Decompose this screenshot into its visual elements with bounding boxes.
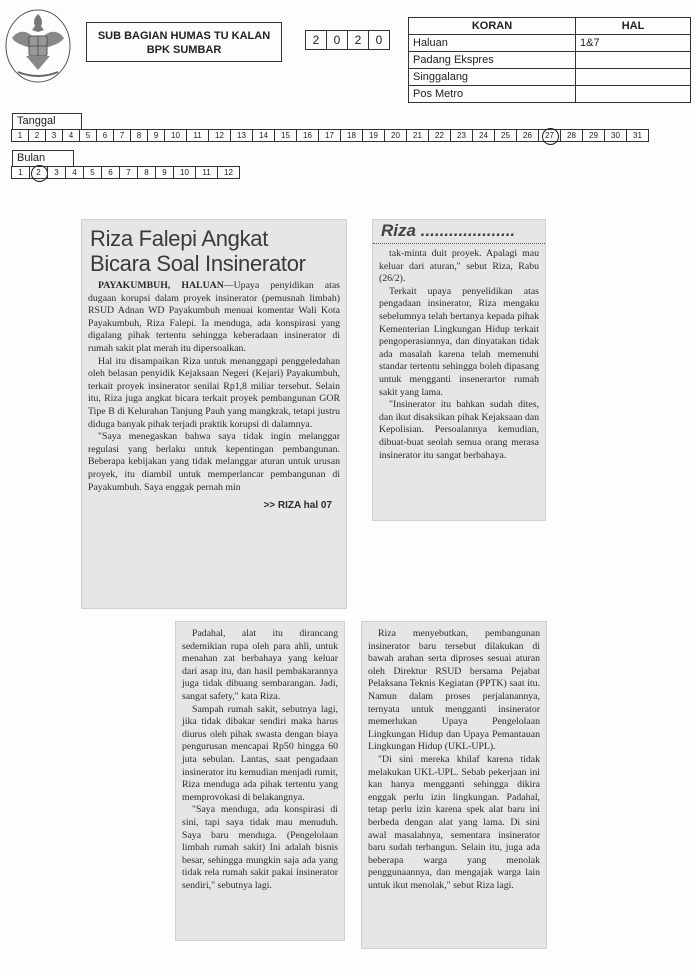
year-digit: 2 (305, 30, 327, 50)
tanggal-day-cell: 1 (11, 129, 29, 142)
tanggal-day-cell: 20 (384, 129, 407, 142)
paragraph: —Upaya penyidikan atas dugaan korupsi dalam proyek insinerator (pemusnah limbah) RSUD Adnan WD Payakumbuh menuai komentar Wali Kota Payakumbuh, Riza Falepi. Ia menduga, ada konspirasi yang digalang pihak tertentu sehingga keberadaan insinerator di rumah sakit plat merah itu dipersoalkan. (88, 280, 340, 354)
bulan-month-cell: 4 (65, 166, 84, 179)
bulan-month-cell: 12 (217, 166, 240, 179)
tanggal-day-cell: 22 (428, 129, 451, 142)
tanggal-day-cell: 8 (130, 129, 148, 142)
paragraph: "Di sini mereka khilaf karena tidak melakukan UKL-UPL. Sebab pekerjaan ini kan hanya mengganti sehingga dikira enggak perlu izin lingkungan. Padahal, tetap perlu izin karena spek alat baru ini berbeda dengan alat yang lama. Di sini awal masalahnya, sementara insinerator baru sudah terbangun. Selain itu, juga ada beberapa warga yang menolak penggunaannya, dan mengajak warga lain untuk ikut menolak," sebut Riza lagi. (368, 753, 540, 891)
tanggal-day-cell: 21 (406, 129, 429, 142)
newspaper-page: 1&7 (576, 35, 691, 52)
newspaper-name: Padang Ekspres (409, 52, 576, 69)
tanggal-day-cell: 25 (494, 129, 517, 142)
bulan-label: Bulan (12, 150, 74, 166)
bulan-month-cell: 1 (11, 166, 30, 179)
newspaper-page (576, 52, 691, 69)
tanggal-day-cell: 5 (79, 129, 97, 142)
article-body (176, 628, 344, 892)
paragraph: "Saya menegaskan bahwa saya tidak ingin melanggar regulasi yang berlaku untuk kepentingan pembangunan. Beberapa kebijakan yang tidak melanggar aturan untuk urusan proyek, itu diambil untuk memperlancar pembangunan di Payakumbuh. Saya enggak pernah min (88, 431, 340, 493)
tanggal-day-cell: 19 (362, 129, 385, 142)
clipping-main-article (82, 220, 346, 608)
tanggal-day-cell: 13 (230, 129, 253, 142)
tanggal-day-cell: 4 (62, 129, 80, 142)
newspaper-name: Haluan (409, 35, 576, 52)
article-body (362, 628, 546, 892)
tanggal-day-cell: 23 (450, 129, 473, 142)
tanggal-day-cell: 24 (472, 129, 495, 142)
clipping-continuation-3 (362, 622, 546, 948)
tanggal-label: Tanggal (12, 113, 82, 129)
year-digit: 0 (326, 30, 348, 50)
bulan-month-cell: 8 (137, 166, 156, 179)
tanggal-day-cell: 12 (208, 129, 231, 142)
tanggal-day-cell: 30 (604, 129, 627, 142)
table-row (409, 52, 691, 69)
bulan-section (12, 150, 240, 179)
bulan-month-cell: 6 (101, 166, 120, 179)
tanggal-day-cell: 29 (582, 129, 605, 142)
table-row (409, 86, 691, 103)
newspaper-name: Singgalang (409, 69, 576, 86)
paragraph: tak-minta duit proyek. Apalagi mau keluar dari aturan," sebut Riza, Rabu (26/2). (379, 248, 539, 285)
newspaper-table-header (409, 18, 691, 35)
article-headline (82, 220, 346, 280)
paragraph: "Insinerator itu bahkan sudah dites, dan ikut disaksikan pihak Kejaksaan dan Kepolisian. Persoalannya kemudian, dibuat-buat seolah semua orang merasa insinerator itu sangat berbahaya. (379, 399, 539, 461)
dateline: PAYAKUMBUH, HALUAN (98, 280, 224, 291)
clipping-continuation-1 (373, 220, 545, 520)
paragraph: Sampah rumah sakit, sebutnya lagi, jika tidak dibakar sendiri maka harus diurus oleh pihak swasta dengan biaya pengurusan mencapai Rp50 hingga 60 juta sebulan. Lantas, saat pengadaan insinerator itu kemudian menjadi rumit, Riza menduga ada pihak tertentu yang memprovokasi di belakangnya. (182, 703, 338, 803)
table-row (409, 35, 691, 52)
headline-line-1: Riza Falepi Angkat (90, 226, 269, 251)
clipping-continuation-2 (176, 622, 344, 940)
bulan-month-cell: 5 (83, 166, 102, 179)
department-box (86, 22, 282, 62)
tanggal-day-cell: 14 (252, 129, 275, 142)
tanggal-day-cell: 2 (28, 129, 46, 142)
table-row (409, 69, 691, 86)
newspaper-table (408, 17, 691, 103)
bulan-month-cell: 7 (119, 166, 138, 179)
year-digit: 0 (368, 30, 390, 50)
hal-header: HAL (576, 18, 691, 35)
bulan-month-cell: 3 (47, 166, 66, 179)
tanggal-day-cell: 18 (340, 129, 363, 142)
article-body (82, 280, 346, 513)
paragraph: "Saya menduga, ada konspirasi di sini, tapi saya tidak mau menuduh. Saya baru menduga. (Pengelolaan limbah rumah sakit) Ini adalah bisnis besar, sehingga mungkin saja ada yang tidak rela rumah sakit pakai insinerator sendiri," sebutnya lagi. (182, 804, 338, 891)
tanggal-day-cell: 26 (516, 129, 539, 142)
bulan-month-row (12, 166, 240, 179)
bulan-month-cell: 10 (173, 166, 196, 179)
department-line-2: BPK SUMBAR (146, 44, 222, 56)
paragraph: Terkait upaya penyelidikan atas pengadaan insinerator, Riza mengaku sebelumnya telah bertanya kepada pihak Kementerian Lingkungan Hidup terkait pengoperasiannya, dan dinyatakan tidak ada masalah karena telah memenuhi standar tertentu sehingga boleh dipasang untuk mengganti insenerartor rumah sakit yang lama. (379, 285, 539, 398)
tanggal-day-cell: 31 (626, 129, 649, 142)
bulan-month-cell: 9 (155, 166, 174, 179)
tanggal-day-cell: 16 (296, 129, 319, 142)
paragraph: Padahal, alat itu dirancang sedemikian rupa oleh para ahli, untuk menahan zat berbahaya yang keluar dari asap itu, dan hasil pembakarannya juga tidak dibuang sembarangan. Jadi, sangat safety," kata Riza. (182, 628, 338, 702)
continuation-kicker: Riza .................... (373, 220, 545, 244)
tanggal-day-cell: 17 (318, 129, 341, 142)
tanggal-day-cell: 3 (45, 129, 63, 142)
tanggal-section (12, 113, 649, 142)
koran-header: KORAN (409, 18, 576, 35)
tanggal-day-cell: 9 (147, 129, 165, 142)
tanggal-day-cell: 7 (113, 129, 131, 142)
paragraph: Hal itu disampaikan Riza untuk menanggapi penggeledahan oleh belasan penyidik Kejaksaan Negeri (Kejari) Payakumbuh, terkait proyek insinerator senilai Rp1,8 miliar tersebut. Selain itu, Riza juga angkat bicara terkait proyek pembangunan GOR Tipe B di Kelurahan Tanjung Pauh yang mangkrak, tetapi justru diduga banyak pihak terjadi praktik korupsi di dalamnya. (88, 355, 340, 430)
tanggal-day-cell: 11 (186, 129, 209, 142)
bulan-month-cell: 11 (195, 166, 218, 179)
year-boxes (306, 30, 390, 50)
year-digit: 2 (347, 30, 369, 50)
tanggal-day-row (12, 129, 649, 142)
headline-line-2: Bicara Soal Insinerator (90, 251, 306, 276)
newspaper-name: Pos Metro (409, 86, 576, 103)
continuation-jump: >> RIZA hal 07 (263, 500, 332, 512)
tanggal-day-cell: 27 (538, 129, 561, 142)
newspaper-page (576, 69, 691, 86)
tanggal-day-cell: 10 (164, 129, 187, 142)
article-body (373, 244, 545, 462)
department-line-1: SUB BAGIAN HUMAS TU KALAN (97, 30, 271, 42)
bulan-month-cell: 2 (29, 166, 48, 179)
garuda-emblem-logo (4, 8, 72, 86)
tanggal-day-cell: 15 (274, 129, 297, 142)
newspaper-page (576, 86, 691, 103)
paragraph: Riza menyebutkan, pembangunan insinerator baru tersebut dilakukan di bawah arahan serta diproses sesuai aturan oleh Direktur RSUD bersama Pejabat Pelaksana Teknis Kegiatan (PPTK) saat itu. Namun dalam proses perjalanannya, ternyata untuk mengganti insinerator memerlukan Upaya Pengelolaan Lingkungan Hidup dan Upaya Pemantauan Lingkungan Hidup (UKL-UPL). (368, 628, 540, 753)
tanggal-day-cell: 6 (96, 129, 114, 142)
tanggal-day-cell: 28 (560, 129, 583, 142)
